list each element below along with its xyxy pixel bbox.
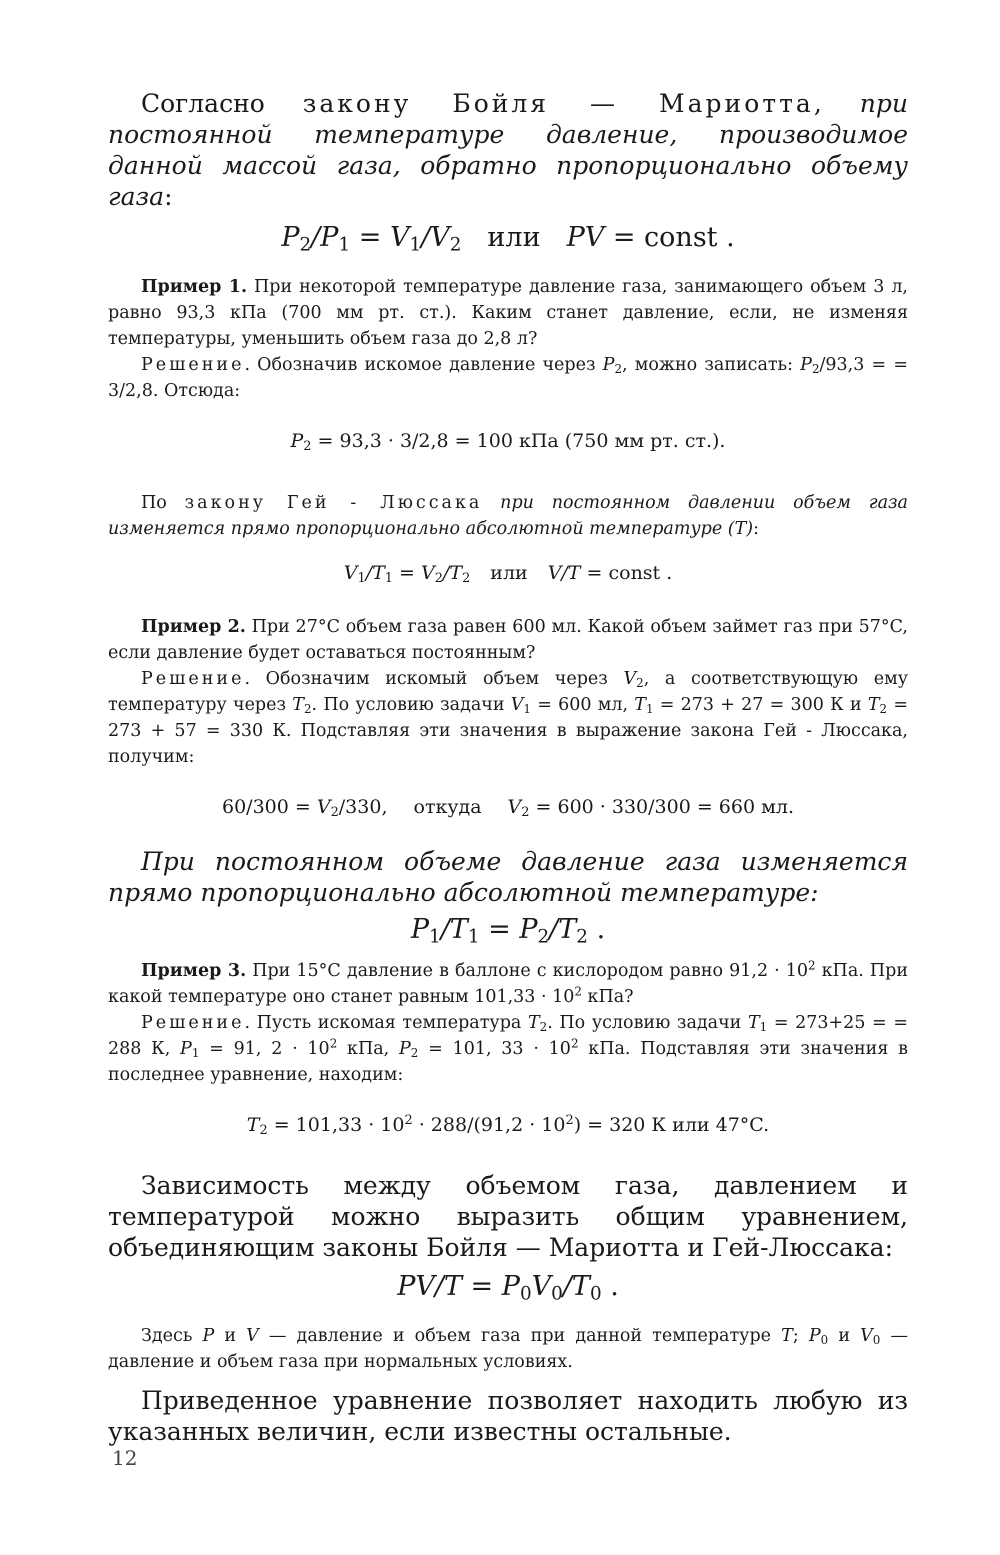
example-1-formula: $P_2 = 93,3 \cdot 3/2,8 = 100$ кПа (750 мм рт. ст.). <box>290 430 726 455</box>
example-2-formula: $60/300 = V_2/330$, откуда $V_2 = 600 \cdot 330/300 = 660$ мл. <box>221 796 794 821</box>
page-number: 12 <box>112 1446 138 1470</box>
example-2-text: Пример 2. При 27°C объем газа равен 600 мл. Какой объем займет газ при 57°C, если давление будет оставаться постоянным? <box>108 617 908 663</box>
example-1-text: Пример 1. При некоторой температуре давление газа, занимающего объем 3 л, равно 93,3 кПа (700 мм рт. ст.). Каким станет давление, если, не изменяя температуры, уменьшить объем газа до 2,8 л? <box>108 277 908 349</box>
boyle-law-paragraph: Согласно закону Бойля — Мариотта, при постоянной температуре давление, производимое данной массой газа, обратно пропорционально объему газа: <box>108 89 908 211</box>
example-3-formula: $T_2 = 101,33 \cdot 10^2 \cdot 288/(91,2 \cdot 10^2) = 320$ К или 47°C. <box>246 1112 770 1139</box>
charles-law-paragraph: При постоянном объеме давление газа изменяется прямо пропорционально абсолютной температуре: <box>108 847 908 907</box>
final-paragraph: Приведенное уравнение позволяет находить любую из указанных величин, если известны остальные. <box>108 1386 908 1446</box>
gay-lussac-paragraph: По закону Гей - Люссака при постоянном давлении объем газа изменяется прямо пропорционально абсолютной температуре (T): <box>108 493 908 539</box>
example-1-solution: Решение. Обозначив искомое давление через $P_2$, можно записать: $P_2/93,3$ = = 3/2,8. Отсюда: <box>108 355 909 401</box>
example-3-text: Пример 3. При 15°C давление в баллоне с кислородом равно $91,2 \cdot 10^2$ кПа. При какой температуре оно станет равным $101,33 \cdot 10^2$ кПа? <box>108 958 908 1007</box>
boyle-formula: $P_2/P_1 = V_1/V_2$ или PV = const . <box>281 222 735 256</box>
combined-law-paragraph: Зависимость между объемом газа, давлением и температурой можно выразить общим уравнением, объединяющим законы Бойля — Мариотта и Гей-Люссака: <box>108 1171 908 1262</box>
page-content <box>108 88 908 1447</box>
charles-formula: $P_1/T_1 = P_2/T_2$ . <box>410 914 606 948</box>
variables-note: Здесь P и V — давление и объем газа при данной температуре T; $P_0$ и $V_0$ — давление и объем газа при нормальных условиях. <box>108 1326 908 1372</box>
example-3-solution: Решение. Пусть искомая температура $T_2$. По условию задачи $T_1 = 273+25$ = = 288 К, $P_1 = 91$, $2 \cdot 10^2$ кПа, $P_2 = 101$, $33 \cdot 10^2$ кПа. Подставляя эти значения в последнее уравнение, находим: <box>108 1013 909 1085</box>
gay-lussac-formula: $V_1/T_1 = V_2/T_2$ или V/T = const . <box>343 562 673 587</box>
combined-formula: $PV/T = P_0V_0/T_0$ . <box>397 1271 619 1305</box>
example-2-solution: Решение. Обозначим искомый объем через $V_2$, а соответствующую ему температуру через $T_2$. По условию задачи $V_1 = 600$ мл, $T_1 = 273 + 27 = 300$ К и $T_2 = 273 + 57 = 330$ К. Подставляя эти значения в выражение закона Гей - Люссака, получим: <box>108 669 909 767</box>
